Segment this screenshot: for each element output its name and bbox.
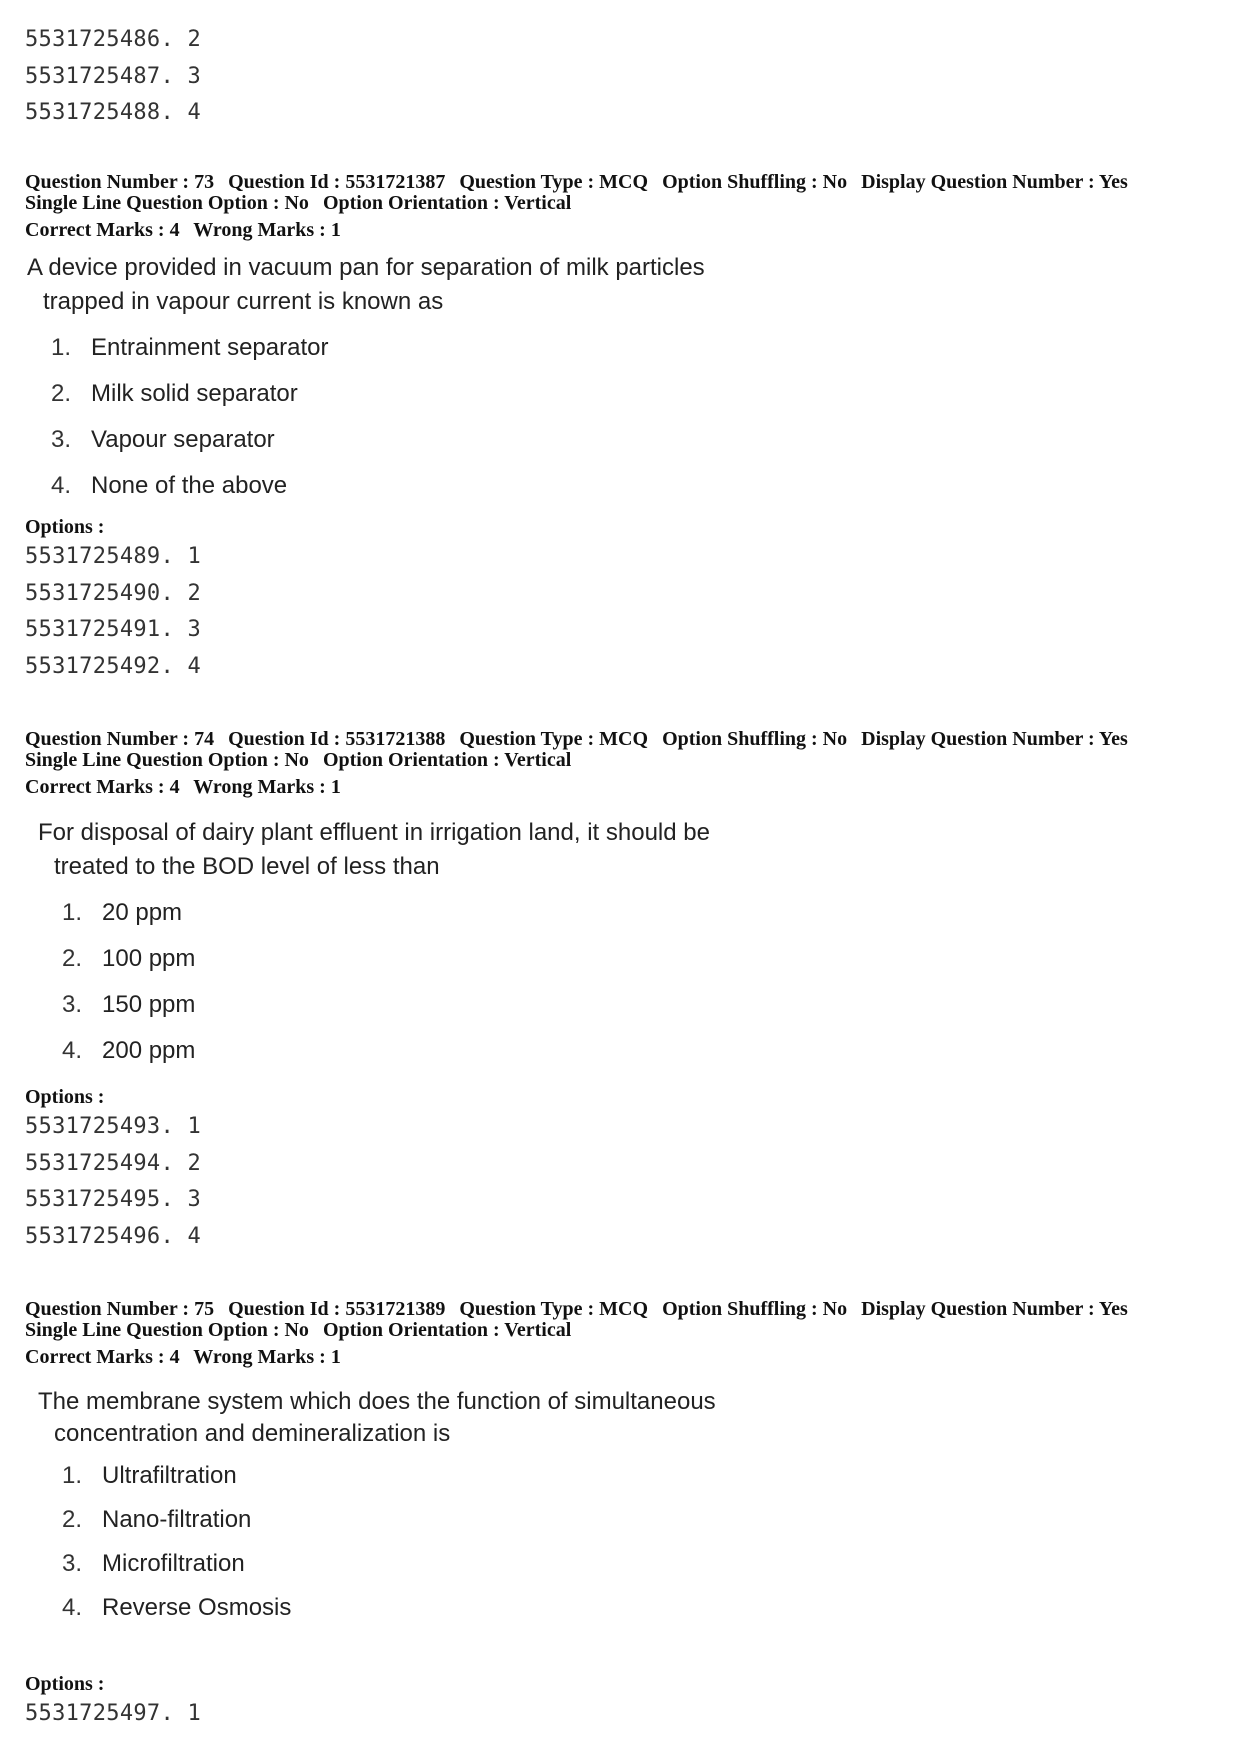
question-meta-line-1: Question Number : 73 Question Id : 5531721387 Question Type : MCQ Option Shuffling : No Display Question Number : Yes xyxy=(25,171,1128,193)
choice-item: 1. 20 ppm xyxy=(61,899,183,926)
choice-item: 1. Entrainment separator xyxy=(50,334,329,361)
question-meta-line-2: Single Line Question Option : No Option Orientation : Vertical xyxy=(25,1319,572,1341)
question-marks: Correct Marks : 4 Wrong Marks : 1 xyxy=(25,219,341,241)
choice-list xyxy=(38,1454,716,1630)
question-73-body xyxy=(27,251,705,509)
question-text: A device provided in vacuum pan for separation of milk particles trapped in vapour current is known as xyxy=(27,254,705,315)
question-75-meta xyxy=(25,1299,1225,1368)
question-meta-line-1: Question Number : 75 Question Id : 5531721389 Question Type : MCQ Option Shuffling : No Display Question Number : Yes xyxy=(25,1298,1128,1320)
choice-item: 4. None of the above xyxy=(50,472,288,499)
question-text: The membrane system which does the function of simultaneous concentration and demineralization is xyxy=(38,1388,716,1447)
choice-item: 3. 150 ppm xyxy=(61,991,196,1018)
option-id-line: 5531725491. 3 xyxy=(25,617,202,642)
option-id-line: 5531725487. 3 xyxy=(25,63,202,89)
choice-item: 2. Nano-filtration xyxy=(61,1506,252,1533)
question-meta-line-1: Question Number : 74 Question Id : 5531721388 Question Type : MCQ Option Shuffling : No Display Question Number : Yes xyxy=(25,728,1128,750)
choice-item: 3. Microfiltration xyxy=(61,1550,245,1577)
choice-list xyxy=(38,890,710,1074)
choice-item: 2. 100 ppm xyxy=(61,945,196,972)
question-marks: Correct Marks : 4 Wrong Marks : 1 xyxy=(25,1346,341,1368)
option-id-line: 5531725489. 1 xyxy=(25,544,202,569)
question-73-options xyxy=(25,515,1225,685)
question-meta-line-2: Single Line Question Option : No Option Orientation : Vertical xyxy=(25,749,572,771)
option-id-line: 5531725486. 2 xyxy=(25,27,202,52)
option-id-line: 5531725490. 2 xyxy=(25,580,202,606)
choice-list xyxy=(27,325,705,509)
option-id-line: 5531725493. 1 xyxy=(25,1114,202,1139)
choice-item: 4. Reverse Osmosis xyxy=(61,1594,292,1621)
question-74-options xyxy=(25,1085,1225,1255)
question-73-meta xyxy=(25,172,1225,241)
choice-item: 2. Milk solid separator xyxy=(50,380,298,407)
options-label: Options : xyxy=(25,1086,105,1108)
question-text: For disposal of dairy plant effluent in irrigation land, it should be treated to the BOD level of less than xyxy=(38,819,710,880)
question-meta-line-2: Single Line Question Option : No Option Orientation : Vertical xyxy=(25,192,572,214)
option-id-line: 5531725488. 4 xyxy=(25,100,202,125)
question-75-options xyxy=(25,1672,1225,1733)
choice-item: 1. Ultrafiltration xyxy=(61,1462,237,1489)
choice-item: 3. Vapour separator xyxy=(50,426,275,453)
question-75-body xyxy=(38,1386,716,1630)
question-marks: Correct Marks : 4 Wrong Marks : 1 xyxy=(25,776,341,798)
option-id-line: 5531725496. 4 xyxy=(25,1223,202,1249)
option-id-line: 5531725497. 1 xyxy=(25,1701,202,1726)
options-label: Options : xyxy=(25,516,105,538)
question-74-body xyxy=(38,816,710,1074)
previous-question-options xyxy=(25,22,1225,132)
question-74-meta xyxy=(25,729,1225,798)
options-label: Options : xyxy=(25,1673,105,1695)
option-id-line: 5531725492. 4 xyxy=(25,653,202,679)
option-id-line: 5531725495. 3 xyxy=(25,1187,202,1212)
option-id-line: 5531725494. 2 xyxy=(25,1150,202,1176)
choice-item: 4. 200 ppm xyxy=(61,1037,196,1064)
